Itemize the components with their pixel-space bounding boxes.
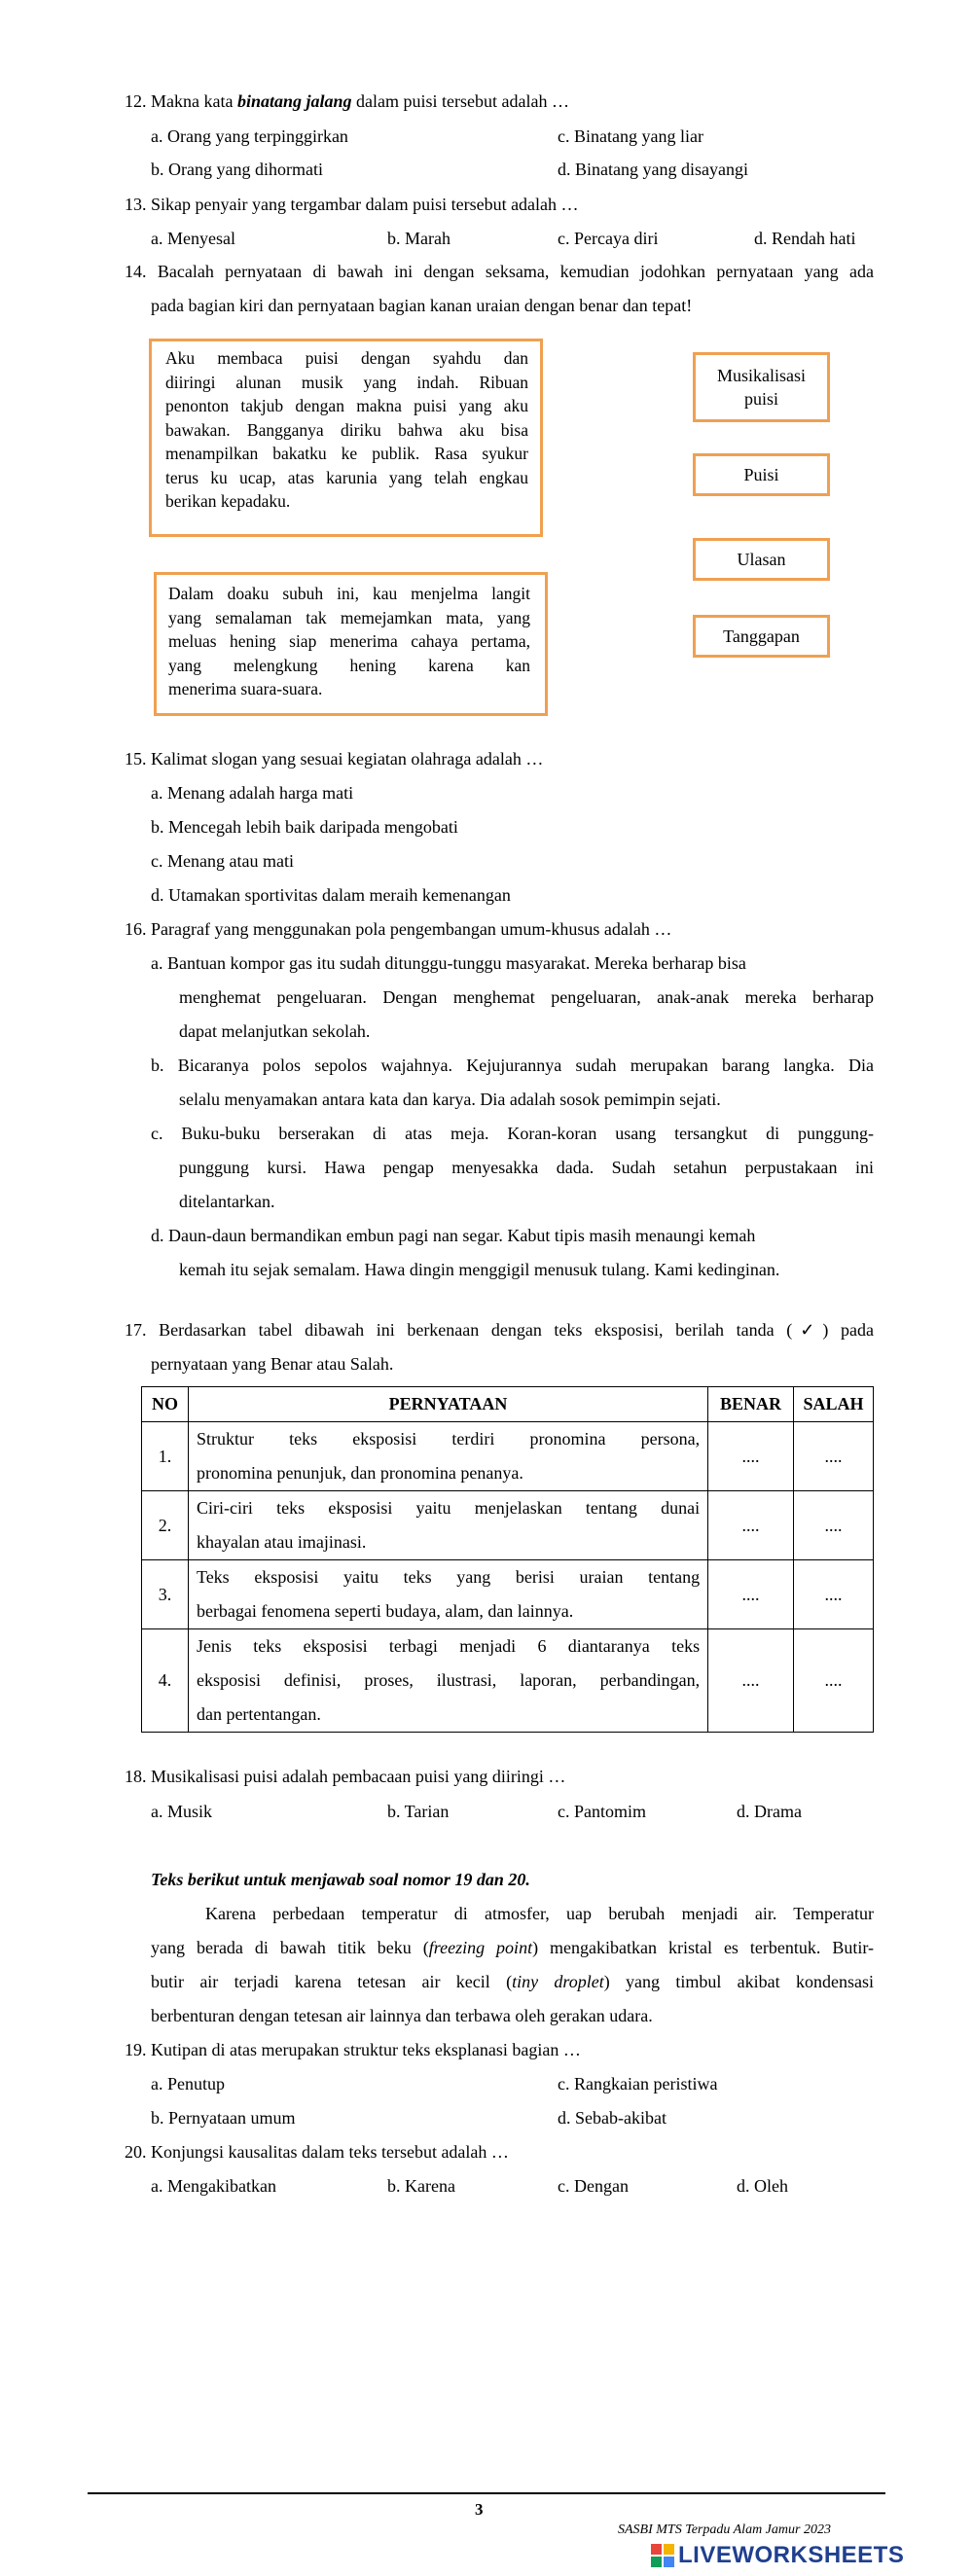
row-statement: Struktur teks eksposisi terdiri pronomina persona, pronomina penunjuk, dan pronomina penanya. <box>188 1422 707 1491</box>
row-statement: Ciri-ciri teks eksposisi yaitu menjelaskan tentang dunai khayalan atau imajinasi. <box>188 1491 707 1560</box>
row-statement: Jenis teks eksposisi terbagi menjadi 6 diantaranya teks eksposisi definisi, proses, ilustrasi, laporan, perbandingan, dan pertentangan. <box>188 1629 707 1733</box>
benar-cell[interactable]: .... <box>708 1629 794 1733</box>
passage-line4: berbenturan dengan tetesan air lainnya dan terbawa oleh gerakan udara. <box>151 2006 653 2025</box>
q15-option-b: b. Mencegah lebih baik daripada mengobati <box>151 817 458 837</box>
passage-line3: butir air terjadi karena tetesan air kecil (tiny droplet) yang timbul akibat kondensasi <box>151 1972 874 1991</box>
q14-statement-text-2: Dalam doaku subuh ini, kau menjelma langit yang semalaman tak memejamkan mata, yang meluas hening siap menerima cahaya pertama, yang melengkung hening karena kan menerima suara-suara. <box>168 584 530 698</box>
salah-cell[interactable]: .... <box>794 1491 874 1560</box>
q16-option-c-line3: ditelantarkan. <box>179 1192 275 1211</box>
q17-table <box>141 1386 874 1733</box>
q12-option-b: b. Orang yang dihormati <box>151 160 323 179</box>
q16-option-d-line1: d. Daun-daun bermandikan embun pagi nan segar. Kabut tipis masih menaungi kemah <box>151 1226 756 1245</box>
q16-option-b-line2: selalu menyamakan antara kata dan karya. Dia adalah sosok pemimpin sejati. <box>179 1090 721 1109</box>
header-salah: SALAH <box>794 1387 874 1422</box>
header-pernyataan: PERNYATAAN <box>188 1387 707 1422</box>
q14-option-ulasan[interactable]: Ulasan <box>693 538 830 581</box>
q13-option-a: a. Menyesal <box>151 229 235 248</box>
passage-heading: Teks berikut untuk menjawab soal nomor 19 dan 20. <box>151 1870 530 1889</box>
q16-stem: 16. Paragraf yang menggunakan pola pengembangan umum-khusus adalah … <box>125 919 672 939</box>
table-row <box>142 1629 874 1733</box>
q16-option-a-line3: dapat melanjutkan sekolah. <box>179 1021 371 1041</box>
header-benar: BENAR <box>708 1387 794 1422</box>
benar-cell[interactable]: .... <box>708 1560 794 1629</box>
q16-option-c-line2: punggung kursi. Hawa pengap menyesakka dada. Sudah setahun perpustakaan ini <box>179 1158 874 1177</box>
q17-instruction-line2: pernyataan yang Benar atau Salah. <box>151 1354 394 1374</box>
q13-option-b: b. Marah <box>387 229 450 248</box>
benar-cell[interactable]: .... <box>708 1422 794 1491</box>
q18-option-d: d. Drama <box>737 1802 802 1821</box>
q18-option-a: a. Musik <box>151 1802 212 1821</box>
q14-option-tanggapan[interactable]: Tanggapan <box>693 615 830 658</box>
passage-line1: Karena perbedaan temperatur di atmosfer, uap berubah menjadi air. Temperatur <box>205 1904 874 1923</box>
salah-cell[interactable]: .... <box>794 1422 874 1491</box>
table-row <box>142 1422 874 1491</box>
q12-option-d: d. Binatang yang disayangi <box>558 160 748 179</box>
liveworksheets-brand-text: LIVEWORKSHEETS <box>678 2542 905 2568</box>
q20-stem: 20. Konjungsi kausalitas dalam teks tersebut adalah … <box>125 2142 509 2162</box>
q14-instruction-line1: 14. Bacalah pernyataan di bawah ini dengan seksama, kemudian jodohkan pernyataan yang ada <box>125 262 874 281</box>
q19-option-a: a. Penutup <box>151 2074 225 2093</box>
q14-option-puisi[interactable]: Puisi <box>693 453 830 496</box>
q16-option-a-line2: menghemat pengeluaran. Dengan menghemat pengeluaran, anak-anak mereka berharap <box>179 987 874 1007</box>
q16-option-a-line1: a. Bantuan kompor gas itu sudah ditunggu-tunggu masyarakat. Mereka berharap bisa <box>151 953 746 973</box>
liveworksheets-logo[interactable] <box>650 2541 904 2570</box>
header-no: NO <box>142 1387 189 1422</box>
passage-line2: yang berada di bawah titik beku (freezing point) mengakibatkan kristal es terbentuk. Butir- <box>151 1938 874 1957</box>
table-row <box>142 1491 874 1560</box>
page-number: 3 <box>475 2500 484 2519</box>
q15-option-d: d. Utamakan sportivitas dalam meraih kemenangan <box>151 885 511 905</box>
q15-option-a: a. Menang adalah harga mati <box>151 783 354 803</box>
q13-option-c: c. Percaya diri <box>558 229 659 248</box>
liveworksheets-logo-icon <box>650 2543 675 2568</box>
q18-stem: 18. Musikalisasi puisi adalah pembacaan puisi yang diiringi … <box>125 1767 566 1786</box>
q13-stem: 13. Sikap penyair yang tergambar dalam puisi tersebut adalah … <box>125 195 579 214</box>
q19-option-b: b. Pernyataan umum <box>151 2108 296 2128</box>
footer-divider <box>88 2492 885 2494</box>
q18-option-c: c. Pantomim <box>558 1802 646 1821</box>
table-row <box>142 1560 874 1629</box>
row-number: 4. <box>142 1629 189 1733</box>
q16-option-b-line1: b. Bicaranya polos sepolos wajahnya. Kejujurannya sudah merupakan barang langka. Dia <box>151 1055 874 1075</box>
q15-option-c: c. Menang atau mati <box>151 851 294 871</box>
q12-stem: 12. Makna kata binatang jalang dalam puisi tersebut adalah … <box>125 91 569 111</box>
q19-stem: 19. Kutipan di atas merupakan struktur teks eksplanasi bagian … <box>125 2040 581 2059</box>
q20-option-d: d. Oleh <box>737 2176 788 2196</box>
q16-option-c-line1: c. Buku-buku berserakan di atas meja. Koran-koran usang tersangkut di punggung- <box>151 1124 874 1143</box>
benar-cell[interactable]: .... <box>708 1491 794 1560</box>
q12-option-c: c. Binatang yang liar <box>558 126 703 146</box>
q15-stem: 15. Kalimat slogan yang sesuai kegiatan olahraga adalah … <box>125 749 544 769</box>
q13-option-d: d. Rendah hati <box>754 229 856 248</box>
q14-instruction-line2: pada bagian kiri dan pernyataan bagian kanan uraian dengan benar dan tepat! <box>151 296 693 315</box>
q19-option-c: c. Rangkaian peristiwa <box>558 2074 718 2093</box>
q16-option-d-line2: kemah itu sejak semalam. Hawa dingin menggigil menusuk tulang. Kami kedinginan. <box>179 1260 780 1279</box>
q14-statement-text-1: Aku membaca puisi dengan syahdu dan diiringi alunan musik yang indah. Ribuan penonton takjub dengan makna puisi yang aku bawakan. Bangganya diriku bahwa aku bisa menampilkan bakatku ke publik. Rasa syukur terus ku ucap, atas karunia yang telah engkau berikan kepadaku. <box>165 348 528 511</box>
row-number: 2. <box>142 1491 189 1560</box>
salah-cell[interactable]: .... <box>794 1629 874 1733</box>
q14-option-musikalisasi[interactable]: Musikalisasi puisi <box>693 352 830 422</box>
table-header-row <box>142 1387 874 1422</box>
q20-option-b: b. Karena <box>387 2176 455 2196</box>
q12-option-a: a. Orang yang terpinggirkan <box>151 126 348 146</box>
salah-cell[interactable]: .... <box>794 1560 874 1629</box>
footer-note: SASBI MTS Terpadu Alam Jamur 2023 <box>618 2522 831 2537</box>
row-number: 3. <box>142 1560 189 1629</box>
q19-option-d: d. Sebab-akibat <box>558 2108 667 2128</box>
row-statement: Teks eksposisi yaitu teks yang berisi uraian tentang berbagai fenomena seperti budaya, alam, dan lainnya. <box>188 1560 707 1629</box>
q20-option-c: c. Dengan <box>558 2176 629 2196</box>
q18-option-b: b. Tarian <box>387 1802 450 1821</box>
q17-instruction-line1: 17. Berdasarkan tabel dibawah ini berkenaan dengan teks eksposisi, berilah tanda (✓) pada <box>125 1320 874 1340</box>
q20-option-a: a. Mengakibatkan <box>151 2176 276 2196</box>
row-number: 1. <box>142 1422 189 1491</box>
